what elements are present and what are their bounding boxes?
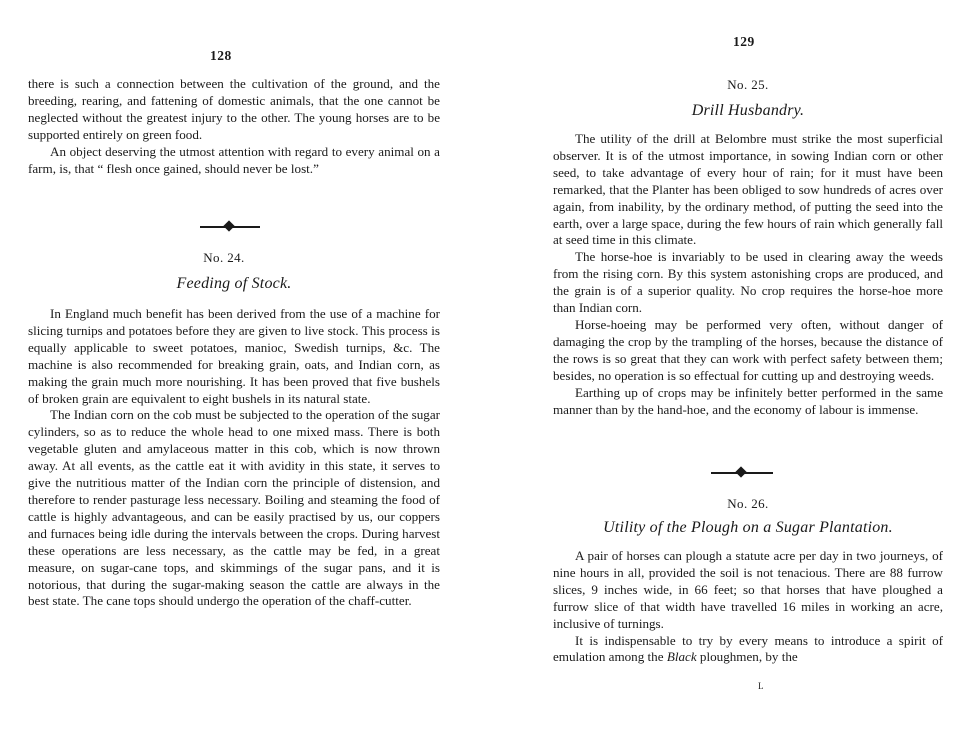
paragraph: The utility of the drill at Belombre must strike the most superficial observer. It is of the utmost importance, in sowing Indian corn or other seed, to take advantage of every hour of rain; for it must have been remarked, that the Planter has been obliged to sow hundreds of acres over again, from inability, by the ordinary method, of putting the seed into the earth, over a large space, during the few hours of rain which generally fall at seed time in this climate. xyxy=(553,131,943,248)
continuation-paragraph: there is such a connection between the cultivation of the ground, and the breeding, rearing, and fattening of domestic animals, that the one cannot be neglected without the greatest injury to the other. The young horses are to be supported entirely on green food. xyxy=(28,76,440,142)
left-page xyxy=(28,0,440,729)
section-title-utility-of-plough: Utility of the Plough on a Sugar Plantation. xyxy=(603,519,893,536)
section-25-body xyxy=(553,131,943,418)
continuation-text xyxy=(28,76,440,177)
paragraph: In England much benefit has been derived from the use of a machine for slicing turnips and potatoes before they are given to live stock. This process is equally applicable to sweet potatoes, manioc, Swedish turnips, &c. The machine is also recommended for breaking grain, oats, and Indian corn, as making the grain much more nourishing. It has been proved that five bushels of broken grain are equivalent to eight bushels in its natural state. xyxy=(28,306,440,406)
continuation-paragraph-2: An object deserving the utmost attention with regard to every animal on a farm, is, that “ flesh once gained, should never be lost.” xyxy=(28,143,440,176)
page-number-left: 128 xyxy=(210,48,232,63)
section-number-24: No. 24. xyxy=(203,250,245,265)
signature-mark: L xyxy=(758,681,764,691)
section-title-drill-husbandry: Drill Husbandry. xyxy=(691,102,805,119)
section-divider-ornament xyxy=(200,222,260,232)
paragraph: Earthing up of crops may be infinitely better performed in the same manner than by the hand-hoe, and the economy of labour is immense. xyxy=(553,384,943,417)
paragraph: A pair of horses can plough a statute acre per day in two journeys, of nine hours in all, provided the soil is not tenacious. There are 88 furrow slices, 9 inches wide, in 66 feet; so that horses that have ploughed a furrow slice of that width have travelled 16 miles in working an acre, inclusive of turnings. xyxy=(553,548,943,631)
page-number-right: 129 xyxy=(733,34,755,49)
paragraph-italic-word: Black xyxy=(666,649,697,665)
section-title-feeding-of-stock: Feeding of Stock. xyxy=(176,275,292,292)
paragraph: The horse-hoe is invariably to be used in clearing away the weeds from the rising corn. By this system astonishing crops are produced, and the grain is of a superior quality. No crop requires the horse-hoe more than Indian corn. xyxy=(553,249,943,316)
section-divider-ornament xyxy=(711,468,773,478)
right-page xyxy=(553,0,943,729)
section-24-body xyxy=(28,306,440,610)
paragraph-text: ploughmen, by the xyxy=(696,649,798,665)
paragraph: The Indian corn on the cob must be subjected to the operation of the sugar cylinders, so as to reduce the whole head to one mixed mass. There is both vegetable gluten and amylaceous matter in this cob, which is now thrown away. At all events, as the cattle eat it with avidity in this state, it serves to give the nutritious matter of the Indian corn the principle of distension, and therefore to render pasturage less necessary. Boiling and steaming the food of cattle is highly advantageous, and can be easily practised by us, our coppers and furnaces being idle during the intervals between the crops. During harvest these operations are less necessary, as the cattle may be fed, in a great measure, on sugar-cane tops, and skimmings of the sugar pans, and it is notorious, that during the sugar-making season the cattle are always in the best state. The cane tops should undergo the operation of the chaff-cutter. xyxy=(28,407,440,609)
paragraph: Horse-hoeing may be performed very often, without danger of damaging the crop by the trampling of the horses, because the distance of the rows is so great that they can work with perfect safety between them; besides, no operation is so effectual for cutting up and destroying weeds. xyxy=(553,316,943,383)
section-number-25: No. 25. xyxy=(727,77,769,92)
section-number-26: No. 26. xyxy=(727,496,769,511)
paragraph-text: It is indispensable to try by every means to introduce a spirit of emulation among the xyxy=(553,632,943,665)
section-26-body xyxy=(553,548,943,666)
paragraph-last xyxy=(553,633,943,667)
